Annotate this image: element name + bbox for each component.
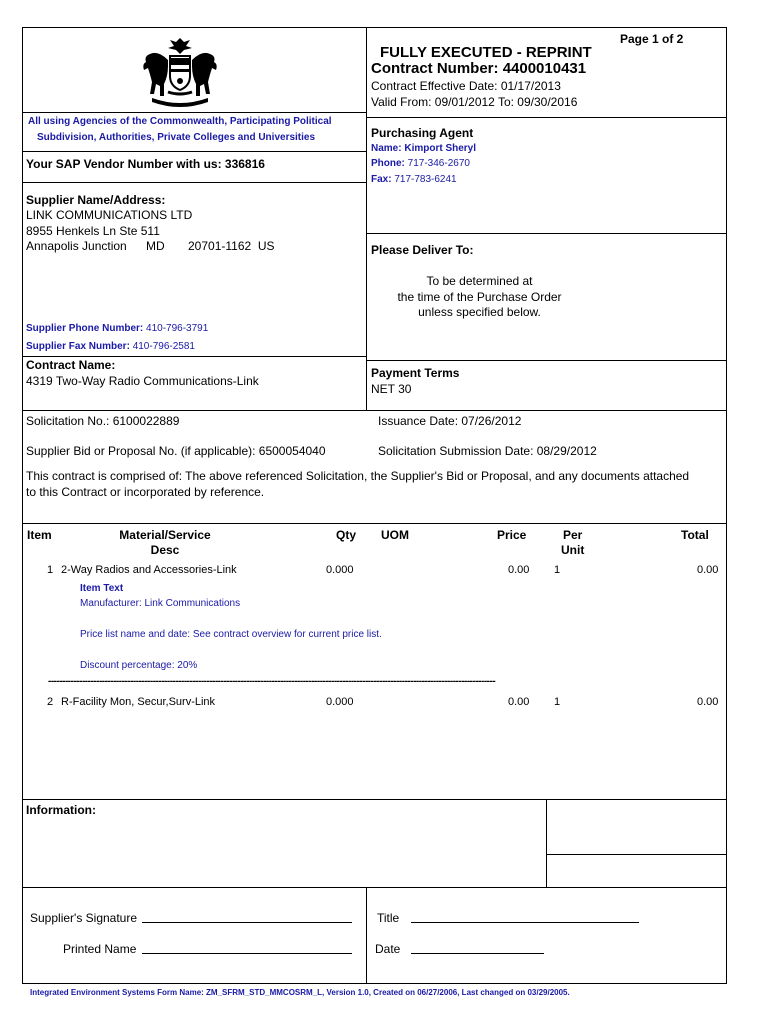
center-divider <box>366 27 367 410</box>
col-item-header: Item <box>27 528 52 542</box>
agent-phone-value: 717-346-2670 <box>407 158 470 169</box>
row1-item: 1 <box>47 564 54 576</box>
rule-vendor <box>22 182 367 183</box>
status-title: FULLY EXECUTED - REPRINT <box>380 44 592 61</box>
form-footer: Integrated Environment Systems Form Name: ZM_SFRM_STD_MMCOSRM_L, Version 1.0, Created on 06/27/2006, Last changed on 03/29/2005. <box>30 988 570 997</box>
issuance-date: Issuance Date: 07/26/2012 <box>378 414 522 428</box>
contract-name-value: 4319 Two-Way Radio Communications-Link <box>26 374 259 388</box>
row2-desc: R-Facility Mon, Secur,Surv-Link <box>61 696 216 708</box>
supplier-street: 8955 Henkels Ln Ste 511 <box>26 224 160 238</box>
rule-deliver <box>366 360 727 361</box>
agent-fax <box>371 174 457 185</box>
col-uom-header: UOM <box>381 528 409 542</box>
frame-left <box>22 27 23 984</box>
col-per-header-1: Per <box>563 528 583 542</box>
supplier-fax-value: 410-796-2581 <box>132 341 195 352</box>
row1-qty: 0.000 <box>326 564 354 576</box>
rule-supplier <box>22 356 367 357</box>
supplier-fax-label: Supplier Fax Number: <box>26 341 130 352</box>
deliver-line-2: the time of the Purchase Order <box>397 290 562 304</box>
printed-name-label: Printed Name <box>63 942 137 956</box>
row1-price: 0.00 <box>508 564 530 576</box>
rule-header <box>366 117 727 118</box>
row2-total: 0.00 <box>697 696 719 708</box>
purchasing-agent-heading: Purchasing Agent <box>371 126 474 140</box>
item-text-heading: Item Text <box>80 583 124 594</box>
supplier-phone-label: Supplier Phone Number: <box>26 323 144 334</box>
rule-agent <box>366 233 727 234</box>
agencies-text-1: All using Agencies of the Commonwealth, Participating Political <box>28 116 332 127</box>
agent-name: Name: Kimport Sheryl <box>371 143 477 154</box>
rule-table-bottom <box>22 799 727 800</box>
effective-date: Contract Effective Date: 01/17/2013 <box>371 79 561 93</box>
rule-agencies <box>22 151 367 152</box>
rule-information <box>22 887 727 888</box>
solicitation-number: Solicitation No.: 6100022889 <box>26 414 180 428</box>
valid-dates: Valid From: 09/01/2012 To: 09/30/2016 <box>371 95 578 109</box>
payment-terms-heading: Payment Terms <box>371 366 460 380</box>
row2-per: 1 <box>554 696 561 708</box>
agent-phone-label: Phone: <box>371 158 405 169</box>
frame-right <box>726 27 727 984</box>
supplier-name: LINK COMMUNICATIONS LTD <box>26 208 193 222</box>
col-qty-header: Qty <box>336 528 357 542</box>
col-total-header: Total <box>681 528 709 542</box>
col-per-header-2: Unit <box>561 543 585 557</box>
deliver-line-1: To be determined at <box>426 274 533 288</box>
supplier-zip-country: 20701-1162 US <box>188 239 275 253</box>
row-separator: -------------------------------------------------------------------------------------------------------------------------------------------------------------- <box>48 676 496 687</box>
bid-number: Supplier Bid or Proposal No. (if applicable): 6500054040 <box>26 444 326 458</box>
supplier-state: MD <box>146 239 165 253</box>
supplier-phone <box>26 323 208 334</box>
submission-date: Solicitation Submission Date: 08/29/2012 <box>378 444 597 458</box>
page-number: Page 1 of 2 <box>620 32 684 46</box>
col-material-header-1: Material/Service <box>119 528 211 542</box>
deliver-heading: Please Deliver To: <box>371 243 474 257</box>
payment-terms-value: NET 30 <box>371 382 412 396</box>
col-price-header: Price <box>497 528 527 542</box>
supplier-fax <box>26 341 195 352</box>
row2-price: 0.00 <box>508 696 530 708</box>
agent-fax-value: 717-783-6241 <box>394 174 457 185</box>
printed-name-field[interactable] <box>142 941 352 954</box>
supplier-heading: Supplier Name/Address: <box>26 193 166 207</box>
price-list-line: Price list name and date: See contract overview for current price list. <box>80 629 382 640</box>
row2-item: 2 <box>47 696 54 708</box>
frame-top <box>22 27 727 28</box>
manufacturer-line: Manufacturer: Link Communications <box>80 598 241 609</box>
information-heading: Information: <box>26 803 96 817</box>
frame-bottom <box>22 983 727 984</box>
row1-total: 0.00 <box>697 564 719 576</box>
information-divider <box>546 799 547 888</box>
supplier-city: Annapolis Junction <box>26 239 127 253</box>
agent-phone <box>371 158 470 169</box>
comprised-line-2: to this Contract or incorporated by reference. <box>26 485 265 499</box>
agencies-text-2: Subdivision, Authorities, Private Colleges and Universities <box>37 132 316 143</box>
col-material-header-2: Desc <box>150 543 180 557</box>
deliver-line-3: unless specified below. <box>418 305 541 319</box>
title-field[interactable] <box>411 910 639 923</box>
comprised-line-1: This contract is comprised of: The above referenced Solicitation, the Supplier's Bid or Proposal, and any documents attached <box>26 469 690 483</box>
vendor-number: Your SAP Vendor Number with us: 336816 <box>26 157 265 171</box>
agent-fax-label: Fax: <box>371 174 392 185</box>
row2-qty: 0.000 <box>326 696 354 708</box>
information-inner-rule <box>546 854 727 855</box>
commonwealth-seal-icon <box>138 36 222 108</box>
discount-line: Discount percentage: 20% <box>80 660 198 671</box>
rule-logo <box>22 112 367 113</box>
title-label: Title <box>377 911 400 925</box>
date-field[interactable] <box>411 941 544 954</box>
contract-number <box>371 60 586 77</box>
signature-divider <box>366 887 367 984</box>
supplier-signature-label: Supplier's Signature <box>30 911 138 925</box>
supplier-signature-field[interactable] <box>142 910 352 923</box>
row1-desc: 2-Way Radios and Accessories-Link <box>61 564 237 576</box>
row1-per: 1 <box>554 564 561 576</box>
supplier-phone-value: 410-796-3791 <box>146 323 209 334</box>
contract-number-label: Contract Number: <box>371 60 499 77</box>
rule-contract-name <box>22 410 727 411</box>
rule-table-top <box>22 523 727 524</box>
contract-number-value: 4400010431 <box>502 60 587 77</box>
contract-name-heading: Contract Name: <box>26 358 116 372</box>
date-label: Date <box>375 942 401 956</box>
